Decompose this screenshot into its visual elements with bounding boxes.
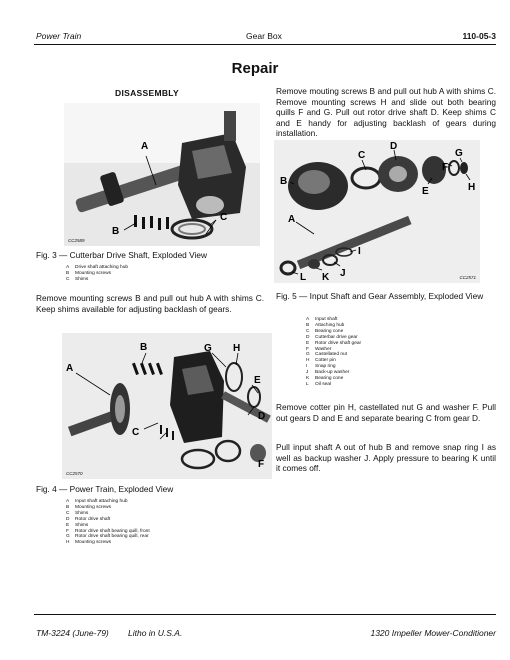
paragraph-remove-cotter-pin: Remove cotter pin H, castellated nut G and washer F. Pull out gears D and E and separate bearing C from gear D.: [276, 402, 496, 423]
legend-item: A Input shaft: [306, 317, 338, 322]
legend-item: J Back-up washer: [306, 370, 350, 376]
header-section: Power Train: [36, 31, 82, 41]
paragraph-remove-quills: Remove mouting screws B and pull out hub A with shims C. Remove mounting screws H and slide out both bearing quills F and G. Pull out rotor drive shaft D. Keep shims C and E handy for adjusting backlash of gears during installation.: [276, 86, 496, 139]
legend-item: A Drive shaft attaching hub: [66, 265, 129, 270]
fig5-callout-j: J: [340, 268, 346, 279]
paragraph-remove-hub: Remove mounting screws B and pull out hub A with shims C. Keep shims available for adjusting backlash of gears.: [36, 293, 264, 314]
legend-item: B Attaching hub: [306, 322, 345, 328]
fig5-callout-l: L: [300, 272, 307, 283]
fig5-callout-d: D: [390, 141, 398, 152]
figure-3-photo: [64, 103, 260, 246]
section-heading: DISASSEMBLY: [115, 88, 179, 98]
legend-item: G Rotor drive shaft bearing quill, rear: [66, 534, 149, 540]
legend-item: D Rotor drive shaft: [66, 516, 111, 522]
fig5-callout-h: H: [468, 182, 476, 193]
fig4-callout-g: G: [204, 343, 212, 354]
fig3-callout-c: C: [220, 212, 228, 223]
fig3-callout-a: A: [141, 141, 149, 152]
page-title: Repair: [231, 60, 279, 77]
figure-3-legend: [66, 265, 256, 283]
figure-4-image-code: CC2570: [66, 471, 83, 476]
header-chapter: Gear Box: [246, 31, 282, 41]
figure-5-legend: [306, 317, 486, 388]
figure-4-caption: Fig. 4 — Power Train, Exploded View: [36, 484, 174, 494]
header-rule: [34, 44, 496, 45]
legend-item: L Oil seal: [306, 381, 331, 387]
fig3-callout-b: B: [112, 226, 120, 237]
legend-item: C Shims: [66, 276, 89, 282]
fig5-callout-k: K: [322, 272, 330, 283]
footer-rule: [34, 614, 496, 615]
legend-item: E Rotor drive shaft gear: [306, 340, 362, 346]
fig5-callout-b: B: [280, 176, 288, 187]
legend-item: A Input shaft attaching hub: [66, 499, 128, 504]
legend-item: C Shims: [66, 510, 89, 516]
legend-item: C Bearing cone: [306, 328, 344, 334]
legend-item: H Mounting screws: [66, 540, 111, 546]
legend-item: G Castellated nut: [306, 352, 347, 358]
fig4-callout-b: B: [140, 342, 148, 353]
legend-item: B Mounting screws: [66, 504, 111, 510]
legend-item: I Snap ring: [306, 364, 336, 370]
fig5-callout-f: F: [442, 162, 449, 173]
header-page-number: 110-05-3: [462, 31, 496, 41]
figure-4-legend: [66, 499, 266, 546]
legend-item: F Rotor drive shaft bearing quill, front: [66, 528, 150, 534]
fig4-callout-e: E: [254, 375, 261, 386]
legend-item: H Cotter pin: [306, 358, 336, 364]
fig5-callout-e: E: [422, 186, 429, 197]
fig5-callout-c: C: [358, 150, 366, 161]
fig4-callout-h: H: [233, 343, 241, 354]
fig5-callout-i: I: [358, 246, 361, 257]
legend-item: F Washer: [306, 346, 332, 352]
figure-5-image-code: CC2571: [459, 275, 476, 280]
figure-4-photo: [62, 333, 272, 479]
fig4-callout-a: A: [66, 363, 74, 374]
figure-3-caption: Fig. 3 — Cutterbar Drive Shaft, Exploded View: [36, 250, 207, 260]
legend-item: E Shims: [66, 522, 89, 528]
paragraph-pull-input-shaft: Pull input shaft A out of hub B and remove snap ring I as well as backup washer J. Apply pressure to bearing K until it comes off.: [276, 442, 496, 474]
figure-3-image-code: CC2589: [68, 238, 85, 243]
footer-manual-number: TM-3224 (June-79): [36, 628, 109, 638]
legend-item: K Bearing cone: [306, 376, 344, 382]
legend-item: B Mounting screws: [66, 270, 111, 276]
fig5-callout-g: G: [455, 148, 463, 159]
figure-5-photo: [274, 140, 480, 283]
fig4-callout-f: F: [258, 459, 265, 470]
footer-machine-name: 1320 Impeller Mower-Conditioner: [370, 628, 496, 638]
fig4-callout-c: C: [132, 427, 140, 438]
figure-5-caption: Fig. 5 — Input Shaft and Gear Assembly, Exploded View: [276, 291, 484, 301]
fig4-callout-d: D: [258, 411, 266, 422]
fig5-callout-a: A: [288, 214, 296, 225]
footer-printing: Litho in U.S.A.: [128, 628, 183, 638]
legend-item: D Cutterbar drive gear: [306, 334, 358, 340]
